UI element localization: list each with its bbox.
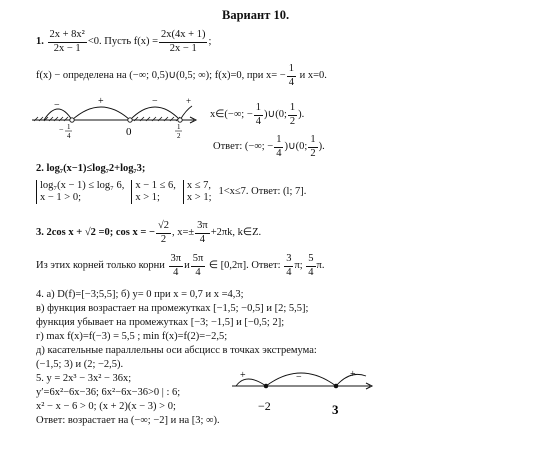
task1-ineq-rest: <0. Пусть f(x) = (87, 35, 159, 47)
label-half-den: 2 (177, 132, 181, 140)
task2-system-1: log₇(x − 1) ≤ log₇ 6, x − 1 > 0; (36, 180, 124, 204)
task1-domain-line: f(x) − определена на (−∞; 0,5)∪(0,5; ∞); f(x)=0, при x= − $\frac{1}{4}$ и x=0. (36, 63, 327, 88)
task2-result: 1<x≤7. Ответ: (l; 7]. (218, 185, 307, 197)
task5-number-line (228, 366, 378, 418)
task1-line1: 1. $\frac{\text{2x + 8x²}}{2x - 1}$ <0. Пусть f(x) = $\frac{2x(4x + 1)}{2x - 1}$ ; (36, 29, 212, 54)
task1-f-fraction: $\frac{2x(4x + 1)}{2x - 1}$ (161, 29, 206, 54)
point-half (178, 118, 182, 122)
label-neg-two: −2 (258, 399, 271, 413)
task1-number-line (30, 90, 200, 140)
task4-line5: д) касательные параллельны оси абсцисс в точках экстремума: (36, 345, 317, 356)
point-zero (128, 118, 132, 122)
task4-line6: (−1,5; 3) и (2; −2,5). (36, 359, 124, 370)
task4-line3: функция убывает на промежутках [−3; −1,5] и [−0,5; 2]; (36, 317, 285, 328)
task2-system-3: x ≤ 7, x > 1; (183, 180, 212, 204)
page-title: Вариант 10. (222, 8, 290, 22)
task5-line4: Ответ: возрастает на (−∞; −2] и на [3; ∞). (36, 415, 220, 426)
task1-number: 1. (36, 35, 44, 47)
task1-solution-set: x∈(−∞; − $\frac{1}{4}$ )∪(0; $\frac{1}{2}$ ). (210, 102, 305, 127)
task5-line2: y′=6x²−6x−36; 6x²−6x−36>0 | : 6; (36, 387, 181, 398)
task1-ineq-fraction: $\frac{\text{2x + 8x²}}{2x - 1}$ (49, 29, 85, 54)
sign-minus-1: − (54, 100, 60, 111)
task5-line3: x² − x − 6 > 0; (x + 2)(x − 3) > 0; (36, 401, 176, 412)
task5-line1: 5. y = 2x³ − 3x² − 36x; (36, 373, 132, 384)
task2-systems (36, 180, 306, 204)
sign-plus-2: + (350, 369, 356, 380)
task2-line1: 2. log₇(x−1)≤log₇2+log₇3; (36, 163, 146, 174)
sign-minus: − (296, 372, 302, 383)
label-neg-sign: − (59, 125, 64, 134)
label-neg-quarter-den: 4 (67, 132, 71, 140)
sign-minus-2: − (152, 96, 158, 107)
label-half-num: 1 (177, 123, 181, 131)
task2-system-2: x − 1 ≤ 6, x > 1; (131, 180, 176, 204)
sign-plus-1: + (240, 370, 246, 381)
arc-4 (180, 106, 192, 120)
label-zero: 0 (126, 126, 132, 138)
point-neg-quarter (70, 118, 74, 122)
label-neg-quarter-num: 1 (67, 123, 71, 131)
task3-line2: Из этих корней только корни $\frac{3\pi}{4}$ и $\frac{5\pi}{4}$ ∈ [0,2π]. Ответ: $\frac{3}{4}$ π; $\frac{5}{4}$ π. (36, 253, 325, 278)
point-neg-two (264, 384, 269, 389)
task1-zero-fraction: $\frac{1}{4}$ (288, 63, 294, 88)
task4-line2: в) функция возрастает на промежутках [−1,5; −0,5] и [2; 5,5]; (36, 303, 309, 314)
task1-domain: f(x) − определена на (−∞; 0,5)∪(0,5; ∞); f(x)=0, при x= − (36, 69, 286, 81)
task4-line1: 4. а) D(f)=[−3;5,5]; б) y= 0 при x = 0,7 и x =4,3; (36, 289, 244, 300)
task3-line1: 3. 2cos x + √2 =0; cos x = − $\frac{√2}{2}$ , x=± $\frac{3\pi}{4}$ +2πk, k∈Z. (36, 220, 262, 245)
arc-2 (72, 107, 130, 120)
sign-plus-2: + (186, 96, 192, 106)
task1-answer: Ответ: (−∞; − $\frac{1}{4}$ )∪(0; $\frac{1}{2}$ ). (213, 134, 325, 159)
sign-plus-1: + (98, 96, 104, 107)
task4-line4: г) max f(x)=f(−3) = 5,5 ; min f(x)=f(2)=−2,5; (36, 331, 228, 342)
label-three: 3 (332, 402, 339, 417)
point-three (334, 384, 339, 389)
